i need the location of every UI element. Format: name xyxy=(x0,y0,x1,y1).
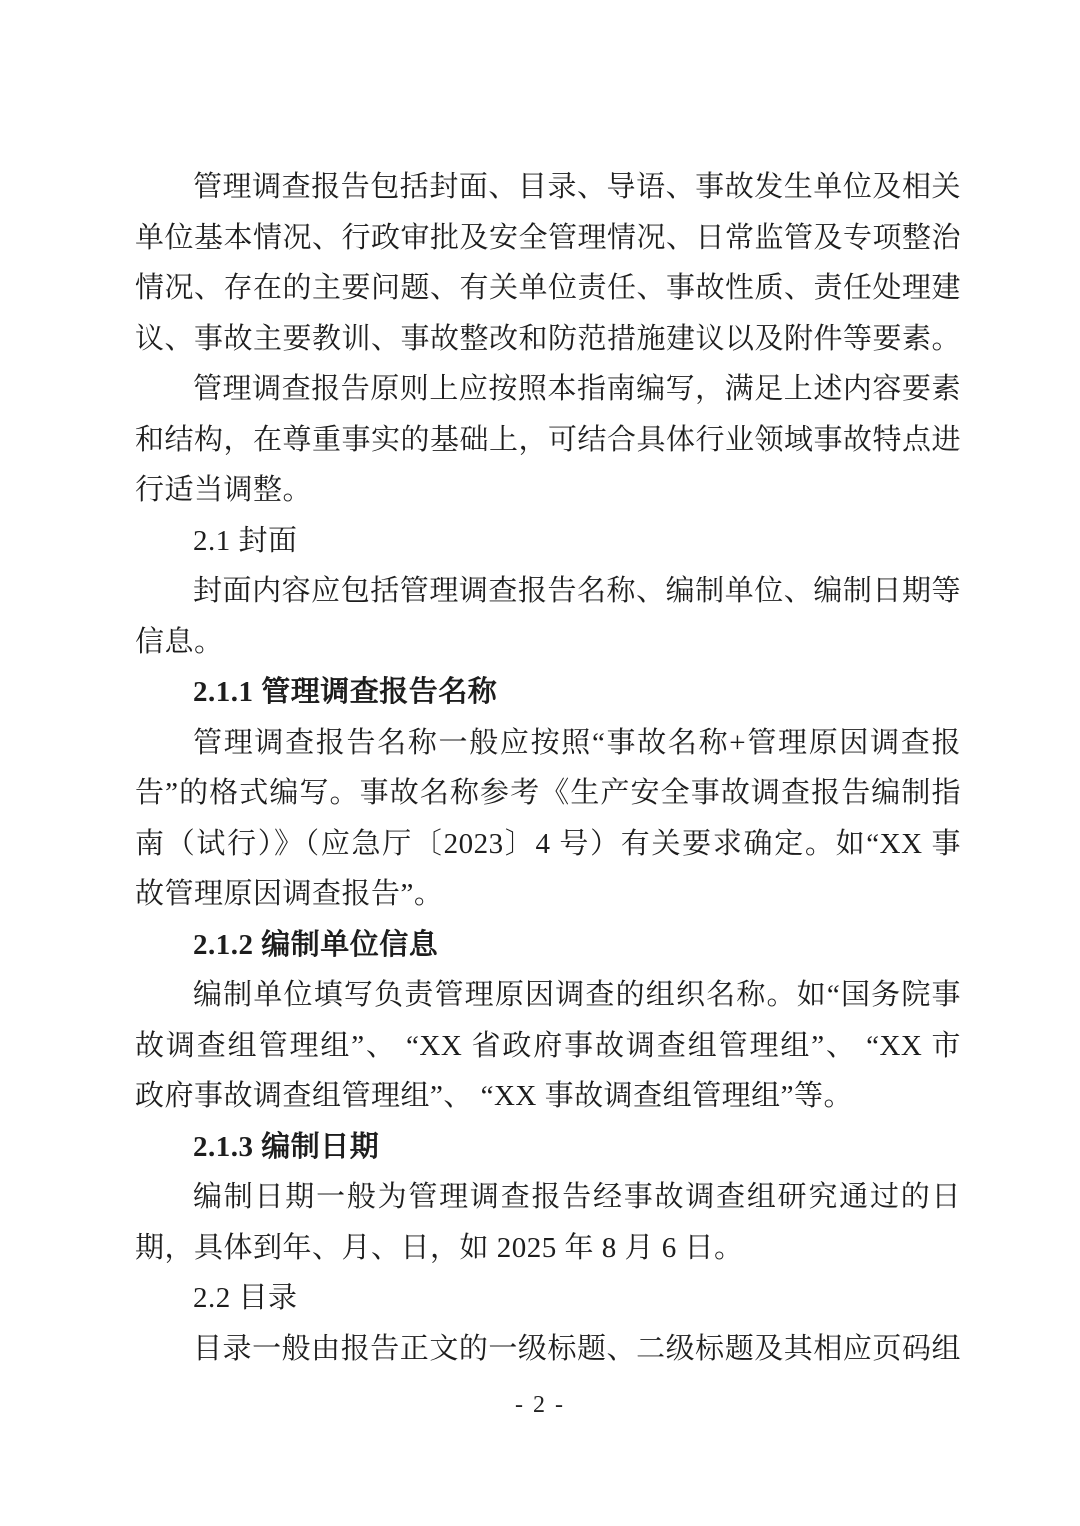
paragraph xyxy=(135,970,961,1122)
subsection-heading-2-1-3: 2.1.3 编制日期 xyxy=(193,1130,380,1163)
body-text-line: 故管理原因调查报告”。 xyxy=(135,878,444,910)
section-heading-2-2: 2.2 目录 xyxy=(193,1282,298,1314)
body-text-line: 单位基本情况、行政审批及安全管理情况、日常监管及专项整治 xyxy=(135,221,962,254)
subsection-heading-2-1-1: 2.1.1 管理调查报告名称 xyxy=(193,676,498,708)
body-text-line: 南（试行）》（应急厅〔2023〕4 号）有关要求确定。如“XX 事 xyxy=(135,827,961,860)
paragraph xyxy=(135,1324,961,1375)
body-text-line: 故调查组管理组”、 “XX 省政府事故调查组管理组”、 “XX 市 xyxy=(135,1029,961,1062)
body-text-line: 和结构，在尊重事实的基础上，可结合具体行业领域事故特点进 xyxy=(135,423,962,456)
paragraph xyxy=(135,364,961,516)
body-text-line: 编制日期一般为管理调查报告经事故调查组研究通过的日 xyxy=(193,1181,961,1213)
body-text-line: 政府事故调查组管理组”、 “XX 事故调查组管理组”等。 xyxy=(135,1080,854,1112)
body-text-line: 行适当调整。 xyxy=(135,474,313,506)
body-text-line: 议、事故主要教训、事故整改和防范措施建议以及附件等要素。 xyxy=(135,322,962,355)
body-text-line: 目录一般由报告正文的一级标题、二级标题及其相应页码组 xyxy=(193,1332,961,1365)
body-text-line: 情况、存在的主要问题、有关单位责任、事故性质、责任处理建 xyxy=(135,272,962,304)
body-text-line: 信息。 xyxy=(135,625,224,658)
body-text-line: 管理调查报告包括封面、目录、导语、事故发生单位及相关 xyxy=(193,171,961,203)
body-text-line: 告”的格式编写。事故名称参考《生产安全事故调查报告编制指 xyxy=(135,777,961,809)
paragraph xyxy=(135,718,961,920)
document-body xyxy=(135,162,961,1374)
body-text-line: 管理调查报告名称一般应按照“事故名称+管理原因调查报 xyxy=(193,726,961,759)
paragraph xyxy=(135,162,961,364)
subsection-heading-2-1-2: 2.1.2 编制单位信息 xyxy=(193,928,439,961)
body-text-line: 期，具体到年、月、日，如 2025 年 8 月 6 日。 xyxy=(135,1231,744,1264)
page-number: - 2 - xyxy=(515,1392,565,1418)
paragraph xyxy=(135,1172,961,1273)
body-text-line: 编制单位填写负责管理原因调查的组织名称。如“国务院事 xyxy=(193,979,961,1011)
section-heading-2-1: 2.1 封面 xyxy=(193,524,298,557)
body-text-line: 管理调查报告原则上应按照本指南编写，满足上述内容要素 xyxy=(193,373,961,405)
body-text-line: 封面内容应包括管理调查报告名称、编制单位、编制日期等 xyxy=(193,575,961,607)
paragraph xyxy=(135,566,961,667)
